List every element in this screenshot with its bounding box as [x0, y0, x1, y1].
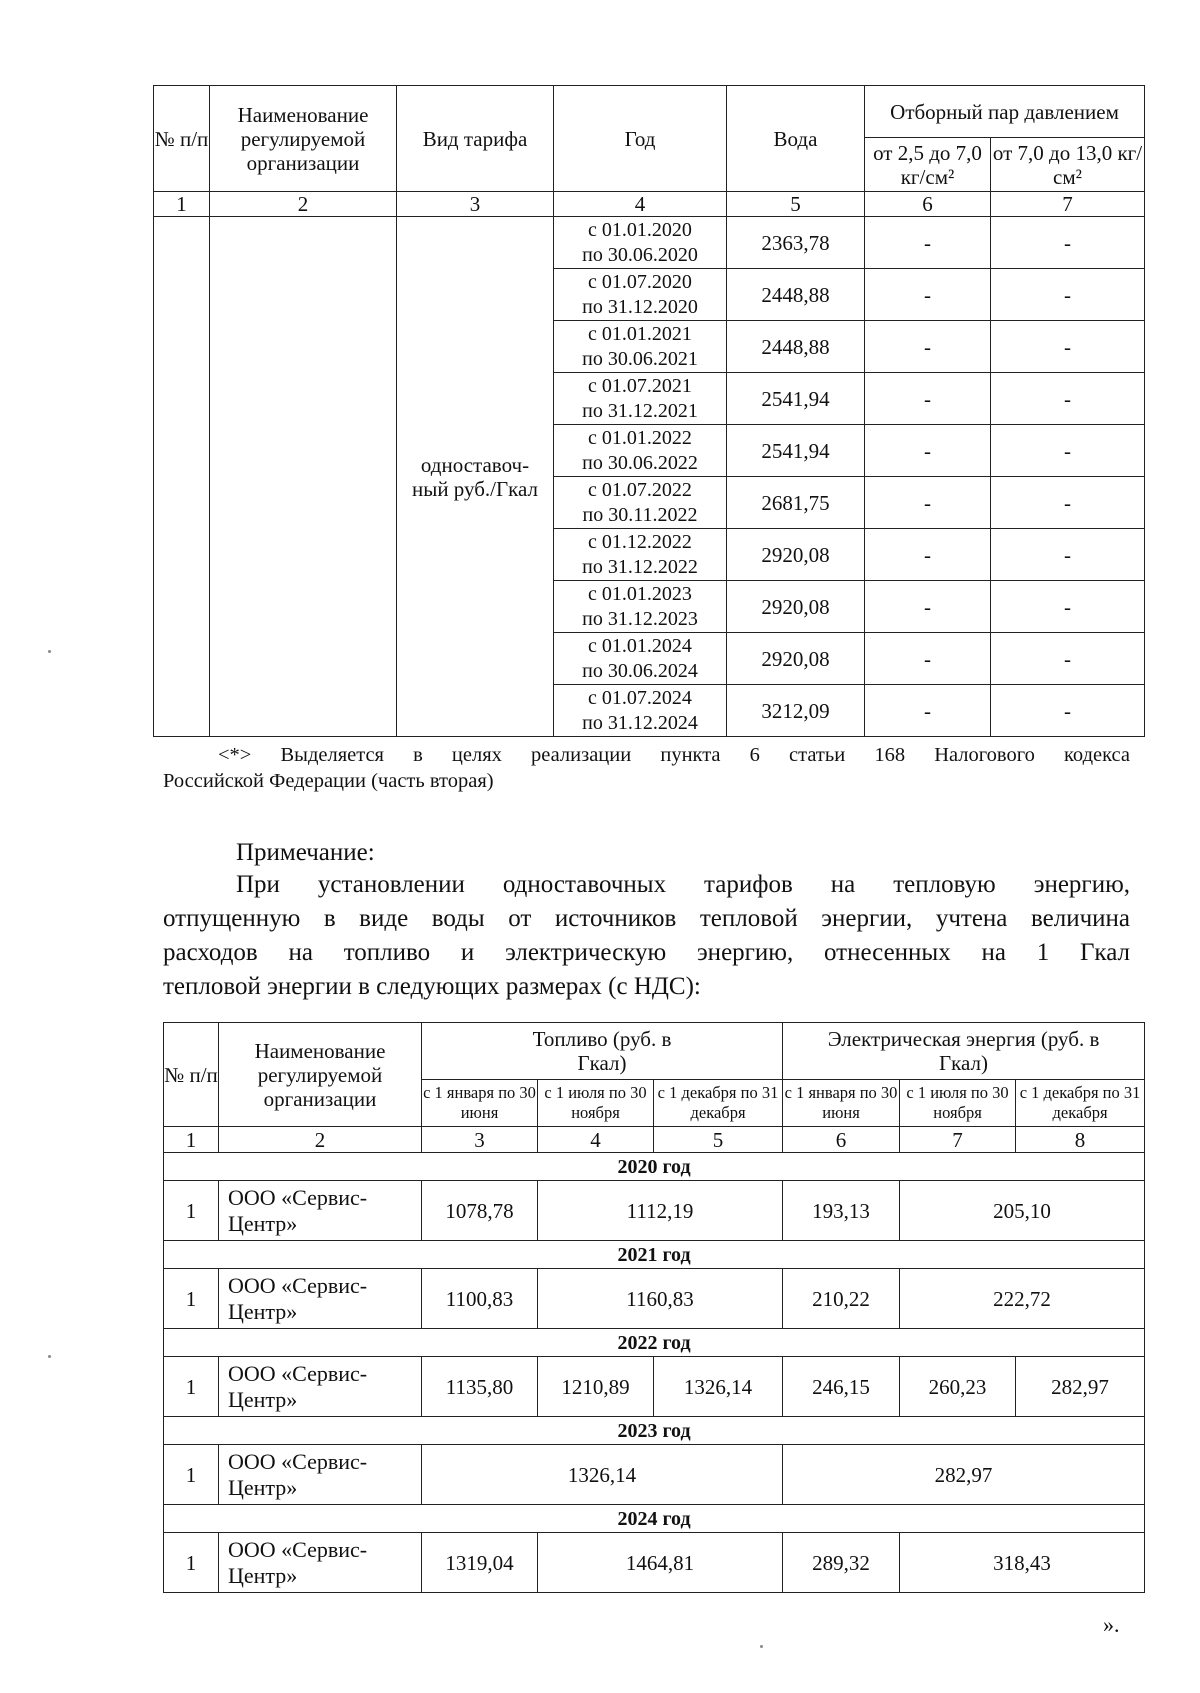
header-steam-high	[991, 138, 1145, 192]
electric-value: 193,13	[783, 1181, 900, 1241]
period-cell: с 01.12.2022 по 31.12.2022	[554, 529, 727, 581]
steam-low-value: -	[865, 269, 991, 321]
water-value: 2448,88	[727, 269, 865, 321]
period-cell: с 01.01.2024 по 30.06.2024	[554, 633, 727, 685]
header-steam-group: Отборный пар давлением	[865, 86, 1145, 138]
column-number: 4	[554, 192, 727, 217]
note-line: При установлении одноставочных тарифов на тепловую энергию,	[236, 871, 1130, 898]
header-period-jan-jun: с 1 января по 30 июня	[422, 1080, 538, 1127]
fuel-value: 1210,89	[538, 1357, 654, 1417]
table-row	[164, 1269, 1145, 1329]
fuel-value: 1319,04	[422, 1533, 538, 1593]
header-number: № п/п	[164, 1023, 219, 1127]
steam-high-value: -	[991, 373, 1145, 425]
column-number: 4	[538, 1127, 654, 1153]
organization-cell	[210, 217, 397, 737]
organization-name: ООО «Сервис- Центр»	[219, 1445, 422, 1505]
column-number: 3	[422, 1127, 538, 1153]
year-header: 2020 год	[164, 1153, 1145, 1181]
organization-name: ООО «Сервис- Центр»	[219, 1269, 422, 1329]
column-number: 1	[164, 1127, 219, 1153]
steam-low-value: -	[865, 529, 991, 581]
header-fuel: Топливо (руб. в Гкал)	[422, 1023, 783, 1080]
period-cell: с 01.07.2021 по 31.12.2021	[554, 373, 727, 425]
steam-high-value: -	[991, 529, 1145, 581]
electric-value: 318,43	[900, 1533, 1145, 1593]
year-header: 2022 год	[164, 1329, 1145, 1357]
footnote-line: Российской Федерации (часть вторая)	[163, 770, 494, 792]
steam-low-value: -	[865, 581, 991, 633]
electric-value: 282,97	[783, 1445, 1145, 1505]
row-number: 1	[164, 1445, 219, 1505]
table-row	[164, 1533, 1145, 1593]
header-period-jul-nov: с 1 июля по 30 ноября	[538, 1080, 654, 1127]
water-value: 2541,94	[727, 373, 865, 425]
row-number-cell	[154, 217, 210, 737]
period-cell: с 01.01.2021 по 30.06.2021	[554, 321, 727, 373]
fuel-value: 1160,83	[538, 1269, 783, 1329]
column-number: 8	[1016, 1127, 1145, 1153]
water-value: 2920,08	[727, 529, 865, 581]
row-number: 1	[164, 1357, 219, 1417]
period-cell: с 01.01.2022 по 30.06.2022	[554, 425, 727, 477]
steam-high-value: -	[991, 217, 1145, 269]
tariff-type-cell: одноставоч-ный руб./Гкал	[397, 217, 554, 737]
year-header: 2024 год	[164, 1505, 1145, 1533]
year-header: 2023 год	[164, 1417, 1145, 1445]
steam-high-value: -	[991, 581, 1145, 633]
organization-name: ООО «Сервис- Центр»	[219, 1533, 422, 1593]
steam-low-value: -	[865, 425, 991, 477]
header-period-dec: с 1 декабря по 31 декабря	[654, 1080, 783, 1127]
column-numbers-row	[164, 1127, 1145, 1153]
header-organization: Наименование регулируемой организации	[210, 86, 397, 192]
note-title: Примечание:	[236, 839, 375, 866]
note-line: отпущенную в виде воды от источников тепловой энергии, учтена величина	[163, 905, 1130, 932]
period-cell: с 01.01.2023 по 31.12.2023	[554, 581, 727, 633]
steam-low-value: -	[865, 477, 991, 529]
water-value: 2920,08	[727, 581, 865, 633]
water-value: 3212,09	[727, 685, 865, 737]
header-tariff-type: Вид тарифа	[397, 86, 554, 192]
table-row	[164, 1357, 1145, 1417]
scan-speck	[48, 1355, 51, 1358]
header-steam-high-text: от 7,0 до 13,0 кг/см²	[992, 140, 1143, 189]
column-number: 6	[783, 1127, 900, 1153]
column-numbers-row	[154, 192, 1145, 217]
header-period-jul-nov: с 1 июля по 30 ноября	[900, 1080, 1016, 1127]
steam-low-value: -	[865, 633, 991, 685]
column-number: 6	[865, 192, 991, 217]
electric-value: 289,32	[783, 1533, 900, 1593]
header-period-dec: с 1 декабря по 31 декабря	[1016, 1080, 1145, 1127]
electric-value: 282,97	[1016, 1357, 1145, 1417]
column-number: 1	[154, 192, 210, 217]
steam-low-value: -	[865, 685, 991, 737]
steam-low-value: -	[865, 321, 991, 373]
table-row	[164, 1445, 1145, 1505]
electric-value: 222,72	[900, 1269, 1145, 1329]
note-line: тепловой энергии в следующих размерах (с НДС):	[163, 973, 701, 1000]
table-row	[154, 217, 1145, 269]
fuel-value: 1135,80	[422, 1357, 538, 1417]
electric-value: 260,23	[900, 1357, 1016, 1417]
header-period-jan-jun: с 1 января по 30 июня	[783, 1080, 900, 1127]
steam-high-value: -	[991, 633, 1145, 685]
organization-name: ООО «Сервис- Центр»	[219, 1357, 422, 1417]
water-value: 2448,88	[727, 321, 865, 373]
header-year: Год	[554, 86, 727, 192]
period-cell: с 01.01.2020 по 30.06.2020	[554, 217, 727, 269]
steam-high-value: -	[991, 477, 1145, 529]
table-row	[164, 1181, 1145, 1241]
column-number: 5	[654, 1127, 783, 1153]
steam-high-value: -	[991, 321, 1145, 373]
header-steam-low	[865, 138, 991, 192]
steam-high-value: -	[991, 425, 1145, 477]
water-value: 2541,94	[727, 425, 865, 477]
note-line: расходов на топливо и электрическую энергию, отнесенных на 1 Гкал	[163, 939, 1130, 966]
steam-high-value: -	[991, 269, 1145, 321]
electric-value: 246,15	[783, 1357, 900, 1417]
steam-low-value: -	[865, 217, 991, 269]
column-number: 7	[900, 1127, 1016, 1153]
fuel-value: 1326,14	[422, 1445, 783, 1505]
footnote-line: <*> Выделяется в целях реализации пункта 6 статьи 168 Налогового кодекса	[218, 744, 1130, 766]
header-number: № п/п	[154, 86, 210, 192]
organization-name: ООО «Сервис- Центр»	[219, 1181, 422, 1241]
steam-high-value: -	[991, 685, 1145, 737]
footnote	[163, 742, 1130, 794]
fuel-energy-table	[163, 1022, 1145, 1593]
note-body	[163, 868, 1130, 1004]
scan-speck	[48, 650, 51, 653]
row-number: 1	[164, 1269, 219, 1329]
scan-speck	[760, 1645, 763, 1648]
steam-low-value: -	[865, 373, 991, 425]
column-number: 3	[397, 192, 554, 217]
header-organization: Наименование регулируемой организации	[219, 1023, 422, 1127]
fuel-value: 1100,83	[422, 1269, 538, 1329]
water-value: 2681,75	[727, 477, 865, 529]
header-water: Вода	[727, 86, 865, 192]
fuel-value: 1078,78	[422, 1181, 538, 1241]
fuel-value: 1464,81	[538, 1533, 783, 1593]
column-number: 7	[991, 192, 1145, 217]
row-number: 1	[164, 1181, 219, 1241]
column-number: 5	[727, 192, 865, 217]
header-steam-low-text: от 2,5 до 7,0 кг/см²	[873, 140, 982, 189]
period-cell: с 01.07.2020 по 31.12.2020	[554, 269, 727, 321]
water-value: 2920,08	[727, 633, 865, 685]
fuel-value: 1112,19	[538, 1181, 783, 1241]
electric-value: 210,22	[783, 1269, 900, 1329]
water-value: 2363,78	[727, 217, 865, 269]
header-electric: Электрическая энергия (руб. в Гкал)	[783, 1023, 1145, 1080]
tariff-table	[153, 85, 1145, 737]
closing-quote: ».	[1103, 1612, 1120, 1637]
period-cell: с 01.07.2022 по 30.11.2022	[554, 477, 727, 529]
year-header: 2021 год	[164, 1241, 1145, 1269]
column-number: 2	[219, 1127, 422, 1153]
electric-value: 205,10	[900, 1181, 1145, 1241]
row-number: 1	[164, 1533, 219, 1593]
column-number: 2	[210, 192, 397, 217]
period-cell: с 01.07.2024 по 31.12.2024	[554, 685, 727, 737]
fuel-value: 1326,14	[654, 1357, 783, 1417]
